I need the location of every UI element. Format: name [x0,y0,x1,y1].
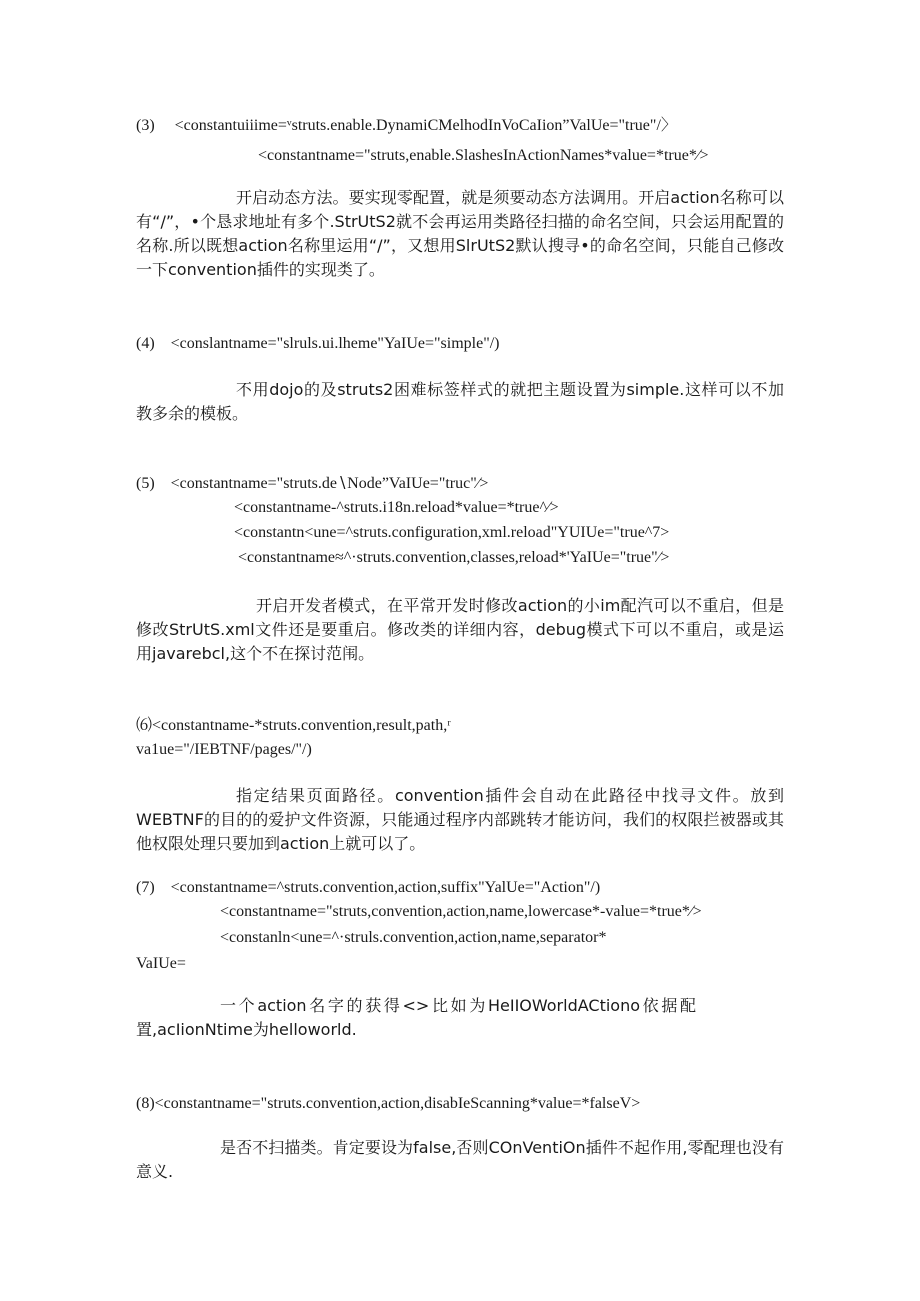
section-6-code-2: va1ue="/IEBTNF/pages/"/) [136,741,312,758]
section-5-line-1 [136,474,488,494]
section-4-code-1: <conslantname="slruls.ui.lheme"YaIUe="simple"/) [170,335,500,352]
section-7-code-4: VaIUe= [136,955,186,972]
section-4-line-1 [136,334,500,354]
section-4-description: 不用dojo的及struts2困难标签样式的就把主题设置为simple.这样可以不加教多余的模板。 [136,380,784,423]
section-8-description: 是否不扫描类。肯定要设为false,否则COnVentiOn插件不起作用,零配理也没有意义. [136,1138,784,1181]
section-3-description: 开启动态方法。要实现零配置，就是须要动态方法调用。开启action名称可以有“/”，•个恳求地址有多个.StrUtS2就不会再运用类路径扫描的命名空间，只会运用配置的名称.所以既想action名称里运用“/”，又想用SlrUtS2默认搜寻•的命名空间，只能自己修改一下convention插件的实现类了。 [136,188,784,279]
section-6-code-1: <constantname-*struts.convention,result,path,ʳ [152,717,451,734]
section-5-code-3: <constantn<une=^struts.configuration,xml.reload"YUIUe="true^7> [234,524,670,541]
section-6-number: ⑹ [136,717,153,734]
section-8-line-1 [136,1094,640,1114]
section-5-code-1: <constantname="struts.de∖Node”VaIUe="truc"∕> [170,475,489,492]
section-7-line-1 [136,878,600,898]
section-3-number: (3) [136,117,155,134]
section-7-description: 一个action名字的获得<>比如为HeIIOWorldACtiono依据配置,acIionNtime为helloworld. [136,996,696,1039]
section-7-code-2: <constantname="struts,convention,action,name,lowercase*-value=*true*∕> [220,903,702,920]
section-5-description: 开启开发者模式，在平常开发时修改action的小im配汽可以不重启，但是修改StrUtS.xml文件还是要重启。修改类的详细内容，debug模式下可以不重启，或是运用javarebcl,这个不在探讨范闱。 [136,596,784,663]
section-7-code-1: <constantname=^struts.convention,action,suffix"YalUe="Action"/) [170,879,601,896]
section-6-description: 指定结果页面路径。convention插件会自动在此路径中找寻文件。放到WEBTNF的目的的爱护文件资源，只能通过程序内部跳转才能访问，我们的权限拦被器或其他权限处理只要加到action上就可以了。 [136,786,784,853]
section-8-number: (8) [136,1095,155,1112]
section-5-number: (5) [136,475,155,492]
section-3-code-2: <constantname="struts,enable.SlashesInActionNames*value=*true*∕> [258,147,709,164]
section-3-line-1 [136,116,677,136]
section-3-code-1: <constantuiiime=ᵛstruts.enable.DynamiCMelhodInVoCaIion”ValUe="true"/〉 [174,117,677,134]
section-7-code-3: <constanln<une=^·struls.convention,action,name,separator* [220,929,607,946]
section-6-line-1 [136,716,451,736]
section-7-number: (7) [136,879,155,896]
section-4-number: (4) [136,335,155,352]
section-8-code-1: <constantname="struts.convention,action,disabIeScanning*value=*falseV> [154,1095,641,1112]
section-5-code-2: <constantname-^struts.i18n.reload*value=*true^∕> [234,499,559,516]
section-5-code-4: <constantname≈^·struts.convention,classes,reload*'YaIUe="true"∕> [238,549,670,566]
